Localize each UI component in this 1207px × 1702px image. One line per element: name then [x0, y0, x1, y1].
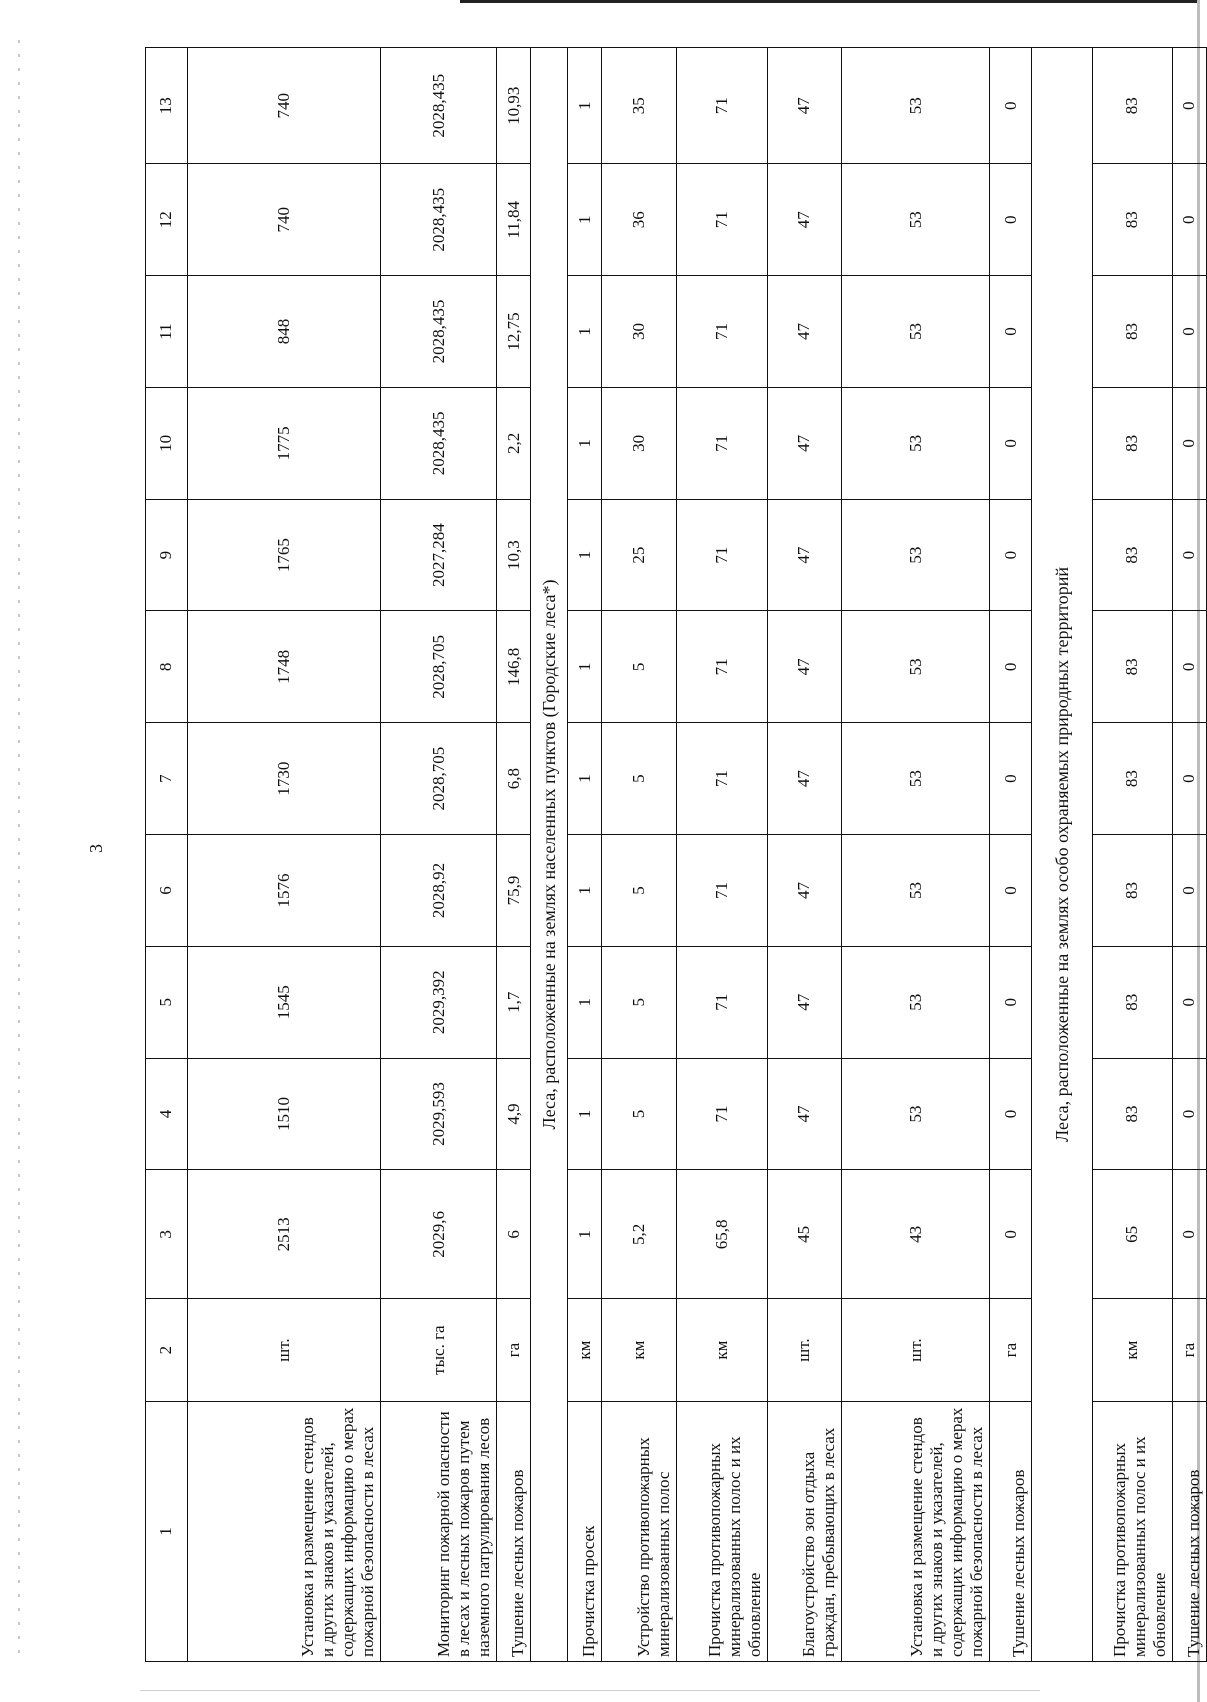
header-cell: 11	[146, 276, 188, 388]
table-row	[568, 48, 602, 1662]
value-cell: 75,9	[497, 835, 531, 947]
value-cell: 5	[602, 723, 677, 835]
header-cell: 8	[146, 611, 188, 723]
value-cell: 1	[568, 611, 602, 723]
value-cell: 5	[602, 835, 677, 947]
value-cell: 47	[767, 611, 842, 723]
value-cell: 0	[990, 611, 1032, 723]
value-cell: 2028,92	[380, 835, 496, 947]
table-row	[1172, 48, 1206, 1662]
value-cell: 1	[568, 48, 602, 164]
value-cell: 0	[990, 1170, 1032, 1299]
value-cell: 12,75	[497, 276, 531, 388]
table-row	[1093, 48, 1173, 1662]
value-cell: 83	[1093, 499, 1173, 611]
value-cell: 848	[187, 276, 380, 388]
value-cell: 1576	[187, 835, 380, 947]
value-cell: 10,93	[497, 48, 531, 164]
value-cell: 1730	[187, 723, 380, 835]
value-cell: 2028,435	[380, 276, 496, 388]
value-cell: 30	[602, 276, 677, 388]
value-cell: 1	[568, 1170, 602, 1299]
value-cell: 71	[677, 276, 768, 388]
row-name-cell: Установка и размещение стендов и других знаков и указателей, содержащих информацию о мерах пожарной безопасности в лесах	[187, 1401, 380, 1661]
value-cell: 0	[1172, 1170, 1206, 1299]
header-cell: 4	[146, 1058, 188, 1170]
value-cell: 47	[767, 723, 842, 835]
header-cell: 6	[146, 835, 188, 947]
forest-fire-measures-table	[145, 47, 1207, 1662]
table-row	[497, 48, 531, 1662]
unit-cell: км	[1093, 1299, 1173, 1402]
header-cell: 12	[146, 164, 188, 276]
table-row	[767, 48, 842, 1662]
value-cell: 71	[677, 723, 768, 835]
unit-cell: га	[990, 1299, 1032, 1402]
value-cell: 1510	[187, 1058, 380, 1170]
value-cell: 0	[1172, 1058, 1206, 1170]
row-name-cell: Мониторинг пожарной опасности в лесах и лесных пожаров путем наземного патрулирования лесов	[380, 1401, 496, 1661]
value-cell: 1765	[187, 499, 380, 611]
value-cell: 83	[1093, 48, 1173, 164]
rotated-table-container	[145, 47, 1207, 1662]
value-cell: 53	[842, 611, 990, 723]
value-cell: 47	[767, 48, 842, 164]
value-cell: 0	[1172, 611, 1206, 723]
value-cell: 1	[568, 723, 602, 835]
value-cell: 47	[767, 164, 842, 276]
value-cell: 65	[1093, 1170, 1173, 1299]
page-number: 3	[86, 844, 106, 853]
value-cell: 0	[990, 387, 1032, 499]
value-cell: 5	[602, 1058, 677, 1170]
value-cell: 47	[767, 946, 842, 1058]
row-name-cell: Устройство противопожарных минерализованных полос	[602, 1401, 677, 1661]
value-cell: 83	[1093, 276, 1173, 388]
value-cell: 83	[1093, 611, 1173, 723]
header-cell: 9	[146, 499, 188, 611]
value-cell: 43	[842, 1170, 990, 1299]
value-cell: 0	[990, 48, 1032, 164]
value-cell: 45	[767, 1170, 842, 1299]
value-cell: 0	[990, 499, 1032, 611]
value-cell: 53	[842, 835, 990, 947]
value-cell: 1,7	[497, 946, 531, 1058]
value-cell: 0	[1172, 835, 1206, 947]
unit-cell: км	[602, 1299, 677, 1402]
value-cell: 47	[767, 276, 842, 388]
header-cell: 13	[146, 48, 188, 164]
scan-edge-left	[18, 40, 20, 1660]
value-cell: 53	[842, 164, 990, 276]
header-row	[146, 48, 188, 1662]
value-cell: 2513	[187, 1170, 380, 1299]
value-cell: 2028,705	[380, 611, 496, 723]
value-cell: 47	[767, 499, 842, 611]
row-name-cell: Прочистка противопожарных минерализованных полос и их обновление	[677, 1401, 768, 1661]
header-cell: 7	[146, 723, 188, 835]
header-cell: 1	[146, 1401, 188, 1661]
value-cell: 53	[842, 1058, 990, 1170]
table-row	[842, 48, 990, 1662]
value-cell: 0	[1172, 499, 1206, 611]
value-cell: 71	[677, 611, 768, 723]
value-cell: 1	[568, 276, 602, 388]
value-cell: 36	[602, 164, 677, 276]
value-cell: 0	[990, 835, 1032, 947]
value-cell: 2028,435	[380, 387, 496, 499]
value-cell: 1545	[187, 946, 380, 1058]
unit-cell: тыс. га	[380, 1299, 496, 1402]
value-cell: 83	[1093, 164, 1173, 276]
value-cell: 2029,6	[380, 1170, 496, 1299]
value-cell: 47	[767, 835, 842, 947]
value-cell: 71	[677, 835, 768, 947]
row-name-cell: Прочистка просек	[568, 1401, 602, 1661]
section-heading-city-forests: Леса, расположенные на землях населенных пунктов (Городские леса*)	[531, 48, 568, 1662]
header-cell: 3	[146, 1170, 188, 1299]
row-name-cell: Тушение лесных пожаров	[990, 1401, 1032, 1661]
value-cell: 71	[677, 946, 768, 1058]
value-cell: 71	[677, 164, 768, 276]
value-cell: 0	[990, 276, 1032, 388]
value-cell: 53	[842, 499, 990, 611]
value-cell: 2,2	[497, 387, 531, 499]
value-cell: 35	[602, 48, 677, 164]
value-cell: 0	[1172, 946, 1206, 1058]
value-cell: 47	[767, 1058, 842, 1170]
scan-edge-top	[460, 0, 1200, 3]
value-cell: 6	[497, 1170, 531, 1299]
table-row	[187, 48, 380, 1662]
value-cell: 83	[1093, 723, 1173, 835]
unit-cell: шт.	[187, 1299, 380, 1402]
table-row	[990, 48, 1032, 1662]
value-cell: 65,8	[677, 1170, 768, 1299]
table-row	[677, 48, 768, 1662]
value-cell: 1	[568, 946, 602, 1058]
value-cell: 0	[1172, 48, 1206, 164]
value-cell: 740	[187, 48, 380, 164]
value-cell: 6,8	[497, 723, 531, 835]
value-cell: 146,8	[497, 611, 531, 723]
table-row	[380, 48, 496, 1662]
value-cell: 2028,435	[380, 48, 496, 164]
value-cell: 1775	[187, 387, 380, 499]
value-cell: 5,2	[602, 1170, 677, 1299]
value-cell: 1	[568, 835, 602, 947]
value-cell: 71	[677, 387, 768, 499]
row-name-cell: Тушение лесных пожаров	[497, 1401, 531, 1661]
value-cell: 25	[602, 499, 677, 611]
value-cell: 0	[1172, 387, 1206, 499]
value-cell: 53	[842, 48, 990, 164]
value-cell: 71	[677, 48, 768, 164]
value-cell: 5	[602, 946, 677, 1058]
row-name-cell: Установка и размещение стендов и других знаков и указателей, содержащих информацию о мерах пожарной безопасности в лесах	[842, 1401, 990, 1661]
table-row	[602, 48, 677, 1662]
unit-cell: км	[677, 1299, 768, 1402]
value-cell: 53	[842, 723, 990, 835]
value-cell: 0	[990, 946, 1032, 1058]
value-cell: 0	[1172, 276, 1206, 388]
section-row	[531, 48, 568, 1662]
value-cell: 2029,392	[380, 946, 496, 1058]
value-cell: 0	[990, 164, 1032, 276]
value-cell: 1	[568, 1058, 602, 1170]
value-cell: 83	[1093, 835, 1173, 947]
unit-cell: км	[568, 1299, 602, 1402]
value-cell: 83	[1093, 1058, 1173, 1170]
value-cell: 53	[842, 387, 990, 499]
value-cell: 83	[1093, 946, 1173, 1058]
header-cell: 10	[146, 387, 188, 499]
unit-cell: га	[1172, 1299, 1206, 1402]
unit-cell: га	[497, 1299, 531, 1402]
unit-cell: шт.	[767, 1299, 842, 1402]
value-cell: 0	[990, 723, 1032, 835]
value-cell: 0	[1172, 164, 1206, 276]
unit-cell: шт.	[842, 1299, 990, 1402]
value-cell: 53	[842, 276, 990, 388]
value-cell: 10,3	[497, 499, 531, 611]
value-cell: 47	[767, 387, 842, 499]
value-cell: 1748	[187, 611, 380, 723]
value-cell: 83	[1093, 387, 1173, 499]
value-cell: 1	[568, 387, 602, 499]
value-cell: 71	[677, 1058, 768, 1170]
value-cell: 0	[1172, 723, 1206, 835]
value-cell: 1	[568, 164, 602, 276]
header-cell: 5	[146, 946, 188, 1058]
row-name-cell: Благоустройство зон отдыха граждан, пребывающих в лесах	[767, 1401, 842, 1661]
value-cell: 0	[990, 1058, 1032, 1170]
header-cell: 2	[146, 1299, 188, 1402]
section-row	[1031, 48, 1092, 1662]
value-cell: 1	[568, 499, 602, 611]
value-cell: 2028,705	[380, 723, 496, 835]
scan-edge-bottom	[140, 1690, 1040, 1691]
value-cell: 2027,284	[380, 499, 496, 611]
value-cell: 2029,593	[380, 1058, 496, 1170]
value-cell: 5	[602, 611, 677, 723]
value-cell: 53	[842, 946, 990, 1058]
value-cell: 11,84	[497, 164, 531, 276]
value-cell: 4,9	[497, 1058, 531, 1170]
value-cell: 71	[677, 499, 768, 611]
value-cell: 2028,435	[380, 164, 496, 276]
section-heading-protected-areas: Леса, расположенные на землях особо охраняемых природных территорий	[1031, 48, 1092, 1662]
row-name-cell: Прочистка противопожарных минерализованных полос и их обновление	[1093, 1401, 1173, 1661]
value-cell: 30	[602, 387, 677, 499]
value-cell: 740	[187, 164, 380, 276]
row-name-cell: Тушение лесных пожаров	[1172, 1401, 1206, 1661]
